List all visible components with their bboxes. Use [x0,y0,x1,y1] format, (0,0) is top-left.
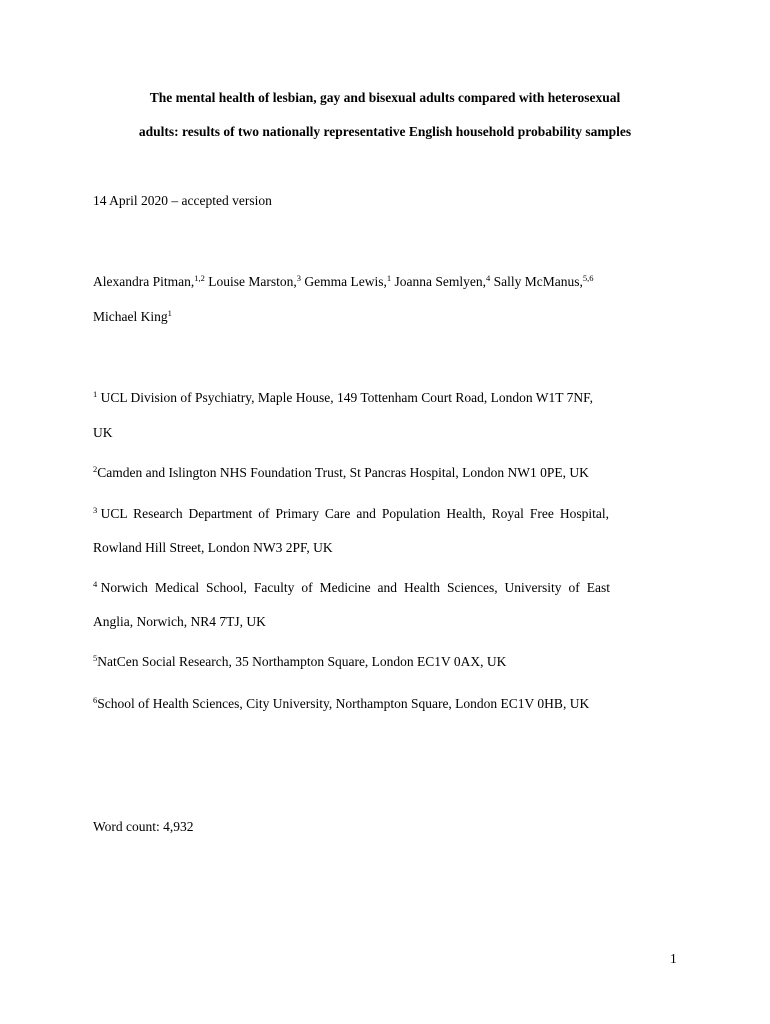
author-line-1 [93,273,593,290]
author-name: Alexandra Pitman, [93,274,195,289]
affiliation-text: NatCen Social Research, 35 Northampton Square, London EC1V 0AX, UK [97,654,507,669]
author-affiliation-sup: 4 [485,273,491,283]
author-affiliation-sup: 5,6 [582,273,594,283]
affiliation-number: 3 [93,505,98,515]
author-line-2 [93,308,172,325]
title-line-1: The mental health of lesbian, gay and bisexual adults compared with heterosexual [149,90,621,105]
author-name: Joanna Semlyen, [394,274,486,289]
author-name: Michael King [93,309,168,324]
page-number: 1 [670,951,677,966]
author-affiliation-sup: 1 [386,273,392,283]
affiliation-6 [93,695,589,712]
version-date: 14 April 2020 – accepted version [93,193,272,208]
affiliation-5 [93,653,506,670]
affiliation-3-continued: Rowland Hill Street, London NW3 2PF, UK [93,540,333,555]
affiliation-text: UCL Division of Psychiatry, Maple House, 149 Tottenham Court Road, London W1T 7NF, [100,390,593,405]
affiliation-3 [93,505,609,522]
author-name: Gemma Lewis, [304,274,387,289]
word-count: Word count: 4,932 [93,819,194,834]
affiliation-text: UCL Research Department of Primary Care and Population Health, Royal Free Hospital, [100,506,609,521]
author-affiliation-sup: 1,2 [194,273,205,283]
affiliation-number: 4 [93,579,98,589]
affiliation-number: 2 [93,464,98,474]
author-affiliation-sup: 3 [296,273,301,283]
affiliation-number: 5 [93,653,98,663]
affiliation-text: Norwich Medical School, Faculty of Medicine and Health Sciences, University of East [100,580,610,595]
affiliation-1 [93,389,593,406]
title-line-2: adults: results of two nationally representative English household probability samples [138,124,632,139]
author-name: Louise Marston, [208,274,297,289]
affiliation-4-continued: Anglia, Norwich, NR4 7TJ, UK [93,614,266,629]
affiliation-4 [93,579,610,596]
affiliation-text: Camden and Islington NHS Foundation Trust, St Pancras Hospital, London NW1 0PE, UK [97,465,589,480]
author-affiliation-sup: 1 [167,308,172,318]
affiliation-number: 1 [93,389,98,399]
affiliation-text: School of Health Sciences, City University, Northampton Square, London EC1V 0HB, UK [97,696,590,711]
affiliation-number: 6 [93,695,98,705]
author-name: Sally McManus, [493,274,583,289]
affiliation-2 [93,464,589,481]
affiliation-1-continued: UK [93,425,113,440]
